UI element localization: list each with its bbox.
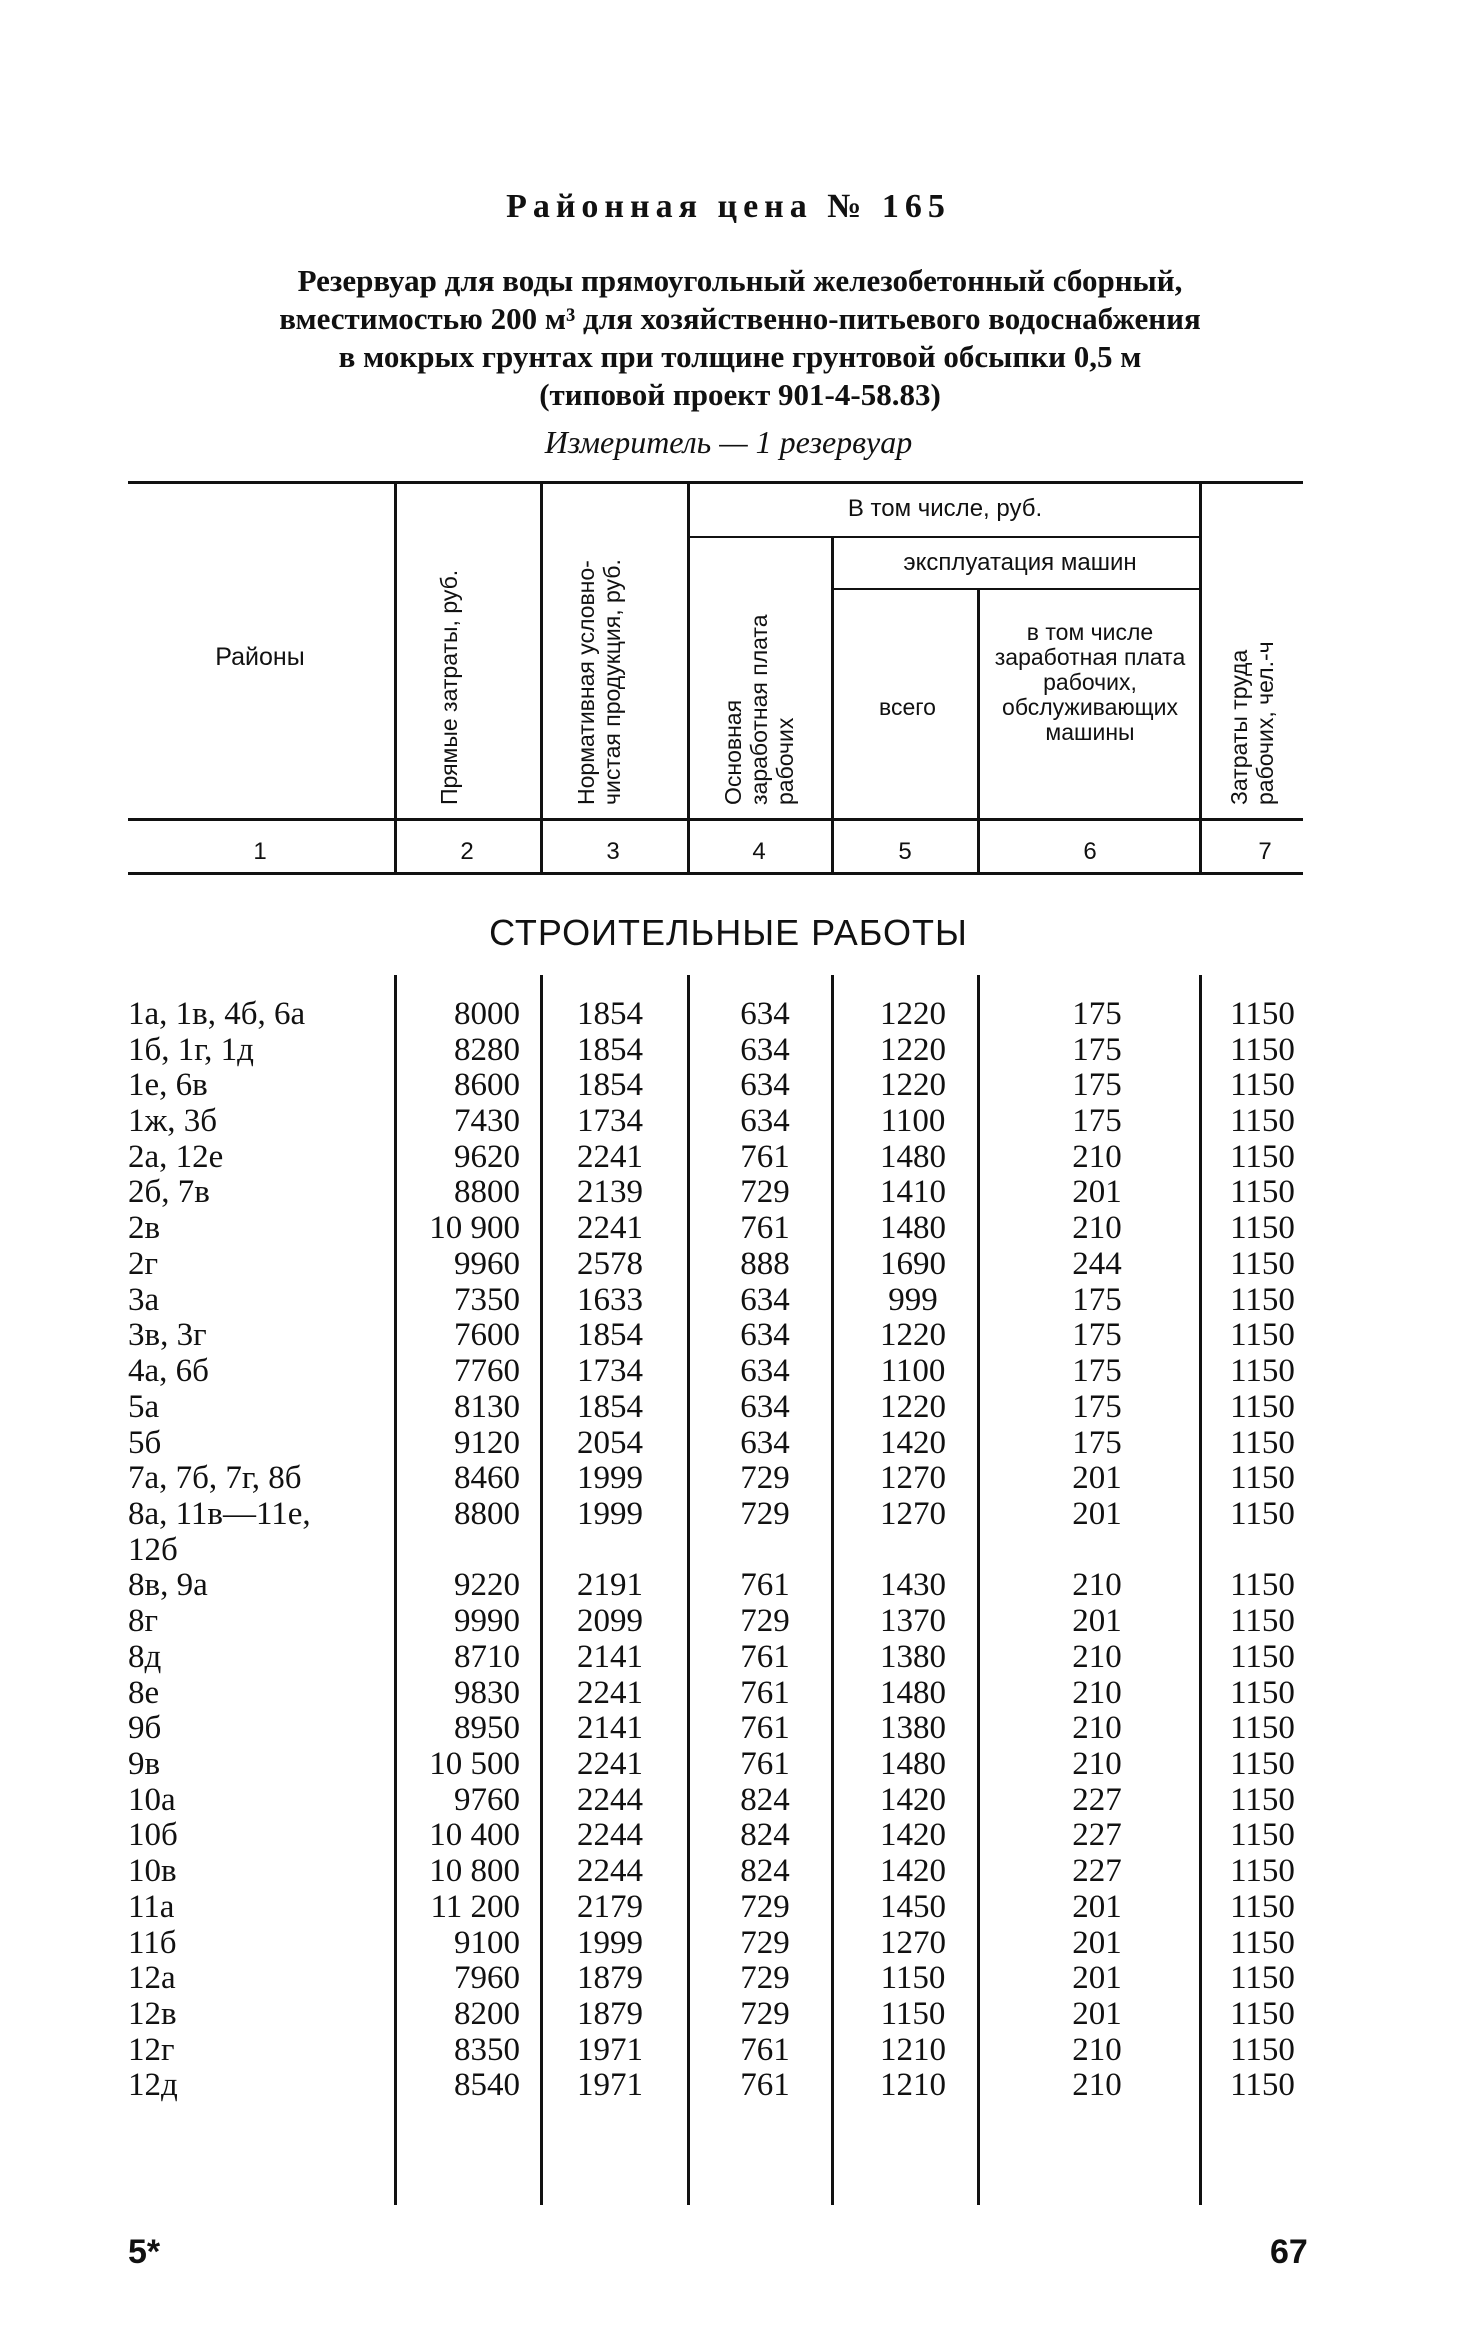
col-divider xyxy=(394,484,397,872)
labor-cell: 1150 xyxy=(1230,1032,1295,1068)
normative-product-cell: 2241 xyxy=(577,1746,643,1782)
signature-mark: 5* xyxy=(128,2233,161,2271)
table-row xyxy=(0,1782,1457,1818)
machines-total-cell: 1210 xyxy=(880,2067,946,2103)
table-row xyxy=(0,2067,1457,2103)
region-cell: 10б xyxy=(128,1817,178,1853)
normative-product-cell: 2099 xyxy=(577,1603,643,1639)
table-row xyxy=(0,1139,1457,1175)
machines-wages-cell: 201 xyxy=(1072,1889,1122,1925)
direct-costs-cell: 10 500 xyxy=(429,1746,520,1782)
direct-costs-cell: 8950 xyxy=(454,1710,520,1746)
machines-total-cell: 1270 xyxy=(880,1496,946,1532)
machines-total-cell: 1380 xyxy=(880,1710,946,1746)
base-wages-cell: 824 xyxy=(740,1817,790,1853)
base-wages-cell: 634 xyxy=(740,1317,790,1353)
labor-cell: 1150 xyxy=(1230,996,1295,1032)
machines-total-cell: 1430 xyxy=(880,1567,946,1603)
labor-cell: 1150 xyxy=(1230,1460,1295,1496)
machines-wages-cell: 175 xyxy=(1072,1032,1122,1068)
normative-product-cell: 2141 xyxy=(577,1639,643,1675)
region-cell: 12д xyxy=(128,2067,178,2103)
header-machines-total: всего xyxy=(879,694,936,720)
machines-wages-cell: 210 xyxy=(1072,1710,1122,1746)
header-bottom-rule xyxy=(128,818,1303,821)
base-wages-cell: 888 xyxy=(740,1246,790,1282)
region-cell: 10а xyxy=(128,1782,176,1818)
machines-wages-cell: 175 xyxy=(1072,1103,1122,1139)
machines-total-cell: 1480 xyxy=(880,1210,946,1246)
column-number: 1 xyxy=(253,838,267,865)
normative-product-cell: 1854 xyxy=(577,1032,643,1068)
machines-total-cell: 1220 xyxy=(880,996,946,1032)
machines-wages-cell: 175 xyxy=(1072,1067,1122,1103)
table-row xyxy=(0,1817,1457,1853)
subtitle-line: вместимостью 200 м³ для хозяйственно-питьевого водоснабжения xyxy=(279,301,1201,336)
table-row xyxy=(0,1639,1457,1675)
col-divider xyxy=(540,484,543,872)
table-top-rule xyxy=(128,481,1303,484)
machines-wages-cell: 201 xyxy=(1072,1174,1122,1210)
region-cell: 1е, 6в xyxy=(128,1067,208,1103)
normative-product-cell: 1734 xyxy=(577,1353,643,1389)
machines-total-cell: 1210 xyxy=(880,2032,946,2068)
normative-product-cell: 2191 xyxy=(577,1567,643,1603)
region-cell: 8в, 9а xyxy=(128,1567,208,1603)
col-divider xyxy=(977,590,980,872)
machines-total-cell: 1220 xyxy=(880,1032,946,1068)
labor-cell: 1150 xyxy=(1230,1960,1295,1996)
labor-cell: 1150 xyxy=(1230,1174,1295,1210)
machines-total-cell: 1480 xyxy=(880,1746,946,1782)
region-cell: 8а, 11в—11е, xyxy=(128,1496,311,1532)
table-row xyxy=(0,1067,1457,1103)
normative-product-cell: 2141 xyxy=(577,1710,643,1746)
direct-costs-cell: 9990 xyxy=(454,1603,520,1639)
table-row xyxy=(0,1675,1457,1711)
direct-costs-cell: 9220 xyxy=(454,1567,520,1603)
base-wages-cell: 634 xyxy=(740,1389,790,1425)
region-cell: 1б, 1г, 1д xyxy=(128,1032,254,1068)
subtitle-line: (типовой проект 901-4-58.83) xyxy=(539,377,941,412)
table-row xyxy=(0,1317,1457,1353)
table-row xyxy=(0,1960,1457,1996)
machines-wages-cell: 210 xyxy=(1072,1746,1122,1782)
labor-cell: 1150 xyxy=(1230,1603,1295,1639)
machines-total-cell: 1370 xyxy=(880,1603,946,1639)
base-wages-cell: 729 xyxy=(740,1460,790,1496)
direct-costs-cell: 11 200 xyxy=(430,1889,520,1925)
normative-product-cell: 1734 xyxy=(577,1103,643,1139)
region-cell: 9в xyxy=(128,1746,161,1782)
table-row xyxy=(0,1603,1457,1639)
base-wages-cell: 729 xyxy=(740,1889,790,1925)
normative-product-cell: 1879 xyxy=(577,1960,643,1996)
region-cell: 3а xyxy=(128,1282,160,1318)
direct-costs-cell: 8600 xyxy=(454,1067,520,1103)
region-cell: 1ж, 3б xyxy=(128,1103,218,1139)
section-title: СТРОИТЕЛЬНЫЕ РАБОТЫ xyxy=(489,912,968,953)
machines-wages-cell: 227 xyxy=(1072,1853,1122,1889)
machines-total-cell: 1220 xyxy=(880,1067,946,1103)
table-row xyxy=(0,1532,1457,1568)
group-machines-rule xyxy=(834,588,1200,590)
region-cell: 5а xyxy=(128,1389,160,1425)
region-cell: 5б xyxy=(128,1425,162,1461)
direct-costs-cell: 10 400 xyxy=(429,1817,520,1853)
direct-costs-cell: 8130 xyxy=(454,1389,520,1425)
table-row xyxy=(0,1032,1457,1068)
machines-total-cell: 1270 xyxy=(880,1925,946,1961)
header-labor: Затраты труда рабочих, чел.-ч xyxy=(1226,641,1278,805)
labor-cell: 1150 xyxy=(1230,2067,1295,2103)
table-row xyxy=(0,1496,1457,1532)
column-number: 6 xyxy=(1083,838,1097,865)
region-cell: 10в xyxy=(128,1853,177,1889)
numbers-bottom-rule xyxy=(128,872,1303,875)
direct-costs-cell: 8350 xyxy=(454,2032,520,2068)
table-row xyxy=(0,1174,1457,1210)
region-cell: 12б xyxy=(128,1532,178,1568)
region-cell: 2в xyxy=(128,1210,161,1246)
base-wages-cell: 761 xyxy=(740,2032,790,2068)
labor-cell: 1150 xyxy=(1230,2032,1295,2068)
normative-product-cell: 2054 xyxy=(577,1425,643,1461)
machines-wages-cell: 210 xyxy=(1072,1567,1122,1603)
labor-cell: 1150 xyxy=(1230,1889,1295,1925)
machines-total-cell: 1420 xyxy=(880,1425,946,1461)
normative-product-cell: 1633 xyxy=(577,1282,643,1318)
machines-total-cell: 1100 xyxy=(880,1103,946,1139)
table-row xyxy=(0,1853,1457,1889)
col-divider xyxy=(687,484,690,872)
machines-total-cell: 1450 xyxy=(880,1889,946,1925)
machines-total-cell: 1220 xyxy=(880,1389,946,1425)
normative-product-cell: 2241 xyxy=(577,1210,643,1246)
machines-wages-cell: 175 xyxy=(1072,1425,1122,1461)
machines-wages-cell: 201 xyxy=(1072,1996,1122,2032)
normative-product-cell: 1999 xyxy=(577,1925,643,1961)
machines-wages-cell: 175 xyxy=(1072,1389,1122,1425)
subtitle-line: в мокрых грунтах при толщине грунтовой обсыпки 0,5 м xyxy=(338,339,1142,374)
base-wages-cell: 729 xyxy=(740,1925,790,1961)
normative-product-cell: 2241 xyxy=(577,1675,643,1711)
table-row xyxy=(0,2032,1457,2068)
labor-cell: 1150 xyxy=(1230,1246,1295,1282)
column-number: 2 xyxy=(460,838,474,865)
column-number: 3 xyxy=(606,838,620,865)
machines-wages-cell: 210 xyxy=(1072,1639,1122,1675)
column-number: 5 xyxy=(898,838,912,865)
base-wages-cell: 761 xyxy=(740,1675,790,1711)
header-including-group: В том числе, руб. xyxy=(847,495,1043,522)
labor-cell: 1150 xyxy=(1230,1282,1295,1318)
header-regions: Районы xyxy=(215,643,305,671)
normative-product-cell: 1854 xyxy=(577,1317,643,1353)
machines-wages-cell: 244 xyxy=(1072,1246,1122,1282)
machines-wages-cell: 227 xyxy=(1072,1782,1122,1818)
column-number: 4 xyxy=(752,838,766,865)
base-wages-cell: 729 xyxy=(740,1960,790,1996)
base-wages-cell: 634 xyxy=(740,1425,790,1461)
machines-wages-cell: 210 xyxy=(1072,1210,1122,1246)
subtitle-line: Резервуар для воды прямоугольный железобетонный сборный, xyxy=(297,263,1183,298)
direct-costs-cell: 9620 xyxy=(454,1139,520,1175)
machines-total-cell: 1420 xyxy=(880,1782,946,1818)
machines-total-cell: 1270 xyxy=(880,1460,946,1496)
header-machines-wages: в том числе заработная плата рабочих, обслуживающих машины xyxy=(994,619,1186,745)
region-cell: 2б, 7в xyxy=(128,1174,210,1210)
machines-wages-cell: 201 xyxy=(1072,1925,1122,1961)
labor-cell: 1150 xyxy=(1230,1317,1295,1353)
normative-product-cell: 1854 xyxy=(577,996,643,1032)
direct-costs-cell: 7600 xyxy=(454,1317,520,1353)
machines-wages-cell: 210 xyxy=(1072,2032,1122,2068)
region-cell: 8д xyxy=(128,1639,162,1675)
region-cell: 4а, 6б xyxy=(128,1353,209,1389)
region-cell: 7а, 7б, 7г, 8б xyxy=(128,1460,302,1496)
region-cell: 12а xyxy=(128,1960,176,1996)
labor-cell: 1150 xyxy=(1230,1139,1295,1175)
header-normative-product: Нормативная условно-чистая продукция, руб. xyxy=(573,559,625,805)
page-title: Районная цена № 165 xyxy=(506,188,951,225)
machines-wages-cell: 201 xyxy=(1072,1603,1122,1639)
machines-wages-cell: 201 xyxy=(1072,1460,1122,1496)
labor-cell: 1150 xyxy=(1230,1103,1295,1139)
machines-wages-cell: 210 xyxy=(1072,1675,1122,1711)
labor-cell: 1150 xyxy=(1230,1817,1295,1853)
labor-cell: 1150 xyxy=(1230,1996,1295,2032)
normative-product-cell: 1854 xyxy=(577,1389,643,1425)
labor-cell: 1150 xyxy=(1230,1675,1295,1711)
table-row xyxy=(0,1710,1457,1746)
base-wages-cell: 634 xyxy=(740,996,790,1032)
direct-costs-cell: 8280 xyxy=(454,1032,520,1068)
table-row xyxy=(0,1925,1457,1961)
base-wages-cell: 761 xyxy=(740,2067,790,2103)
base-wages-cell: 824 xyxy=(740,1853,790,1889)
machines-total-cell: 1420 xyxy=(880,1853,946,1889)
base-wages-cell: 729 xyxy=(740,1496,790,1532)
region-cell: 8е xyxy=(128,1675,160,1711)
normative-product-cell: 1971 xyxy=(577,2032,643,2068)
machines-total-cell: 1480 xyxy=(880,1675,946,1711)
table-row xyxy=(0,1996,1457,2032)
base-wages-cell: 634 xyxy=(740,1067,790,1103)
table-row xyxy=(0,1746,1457,1782)
direct-costs-cell: 9760 xyxy=(454,1782,520,1818)
normative-product-cell: 1971 xyxy=(577,2067,643,2103)
base-wages-cell: 729 xyxy=(740,1174,790,1210)
table-row xyxy=(0,1460,1457,1496)
base-wages-cell: 761 xyxy=(740,1210,790,1246)
direct-costs-cell: 8000 xyxy=(454,996,520,1032)
direct-costs-cell: 8800 xyxy=(454,1174,520,1210)
direct-costs-cell: 9830 xyxy=(454,1675,520,1711)
direct-costs-cell: 8710 xyxy=(454,1639,520,1675)
machines-total-cell: 1380 xyxy=(880,1639,946,1675)
normative-product-cell: 2244 xyxy=(577,1853,643,1889)
region-cell: 11б xyxy=(128,1925,177,1961)
table-row xyxy=(0,1567,1457,1603)
base-wages-cell: 729 xyxy=(740,1996,790,2032)
direct-costs-cell: 9120 xyxy=(454,1425,520,1461)
col-divider xyxy=(1199,484,1202,872)
labor-cell: 1150 xyxy=(1230,1710,1295,1746)
base-wages-cell: 729 xyxy=(740,1603,790,1639)
machines-wages-cell: 175 xyxy=(1072,996,1122,1032)
direct-costs-cell: 8800 xyxy=(454,1496,520,1532)
table-row xyxy=(0,1425,1457,1461)
region-cell: 8г xyxy=(128,1603,159,1639)
machines-wages-cell: 175 xyxy=(1072,1353,1122,1389)
header-machines-group: эксплуатация машин xyxy=(903,549,1137,576)
direct-costs-cell: 7350 xyxy=(454,1282,520,1318)
base-wages-cell: 634 xyxy=(740,1032,790,1068)
base-wages-cell: 761 xyxy=(740,1746,790,1782)
region-cell: 2а, 12е xyxy=(128,1139,224,1175)
labor-cell: 1150 xyxy=(1230,1067,1295,1103)
machines-total-cell: 1480 xyxy=(880,1139,946,1175)
direct-costs-cell: 7960 xyxy=(454,1960,520,1996)
base-wages-cell: 634 xyxy=(740,1103,790,1139)
header-direct-costs: Прямые затраты, руб. xyxy=(436,569,462,805)
labor-cell: 1150 xyxy=(1230,1210,1295,1246)
base-wages-cell: 761 xyxy=(740,1139,790,1175)
direct-costs-cell: 10 900 xyxy=(429,1210,520,1246)
table-row xyxy=(0,1246,1457,1282)
region-cell: 11а xyxy=(128,1889,175,1925)
base-wages-cell: 761 xyxy=(740,1567,790,1603)
direct-costs-cell: 8540 xyxy=(454,2067,520,2103)
labor-cell: 1150 xyxy=(1230,1389,1295,1425)
base-wages-cell: 824 xyxy=(740,1782,790,1818)
document-subtitle xyxy=(170,262,1310,414)
machines-wages-cell: 175 xyxy=(1072,1282,1122,1318)
labor-cell: 1150 xyxy=(1230,1567,1295,1603)
base-wages-cell: 761 xyxy=(740,1710,790,1746)
normative-product-cell: 2578 xyxy=(577,1246,643,1282)
table-row xyxy=(0,1889,1457,1925)
labor-cell: 1150 xyxy=(1230,1639,1295,1675)
direct-costs-cell: 7430 xyxy=(454,1103,520,1139)
normative-product-cell: 1999 xyxy=(577,1460,643,1496)
normative-product-cell: 2244 xyxy=(577,1817,643,1853)
normative-product-cell: 1879 xyxy=(577,1996,643,2032)
region-cell: 12г xyxy=(128,2032,175,2068)
region-cell: 2г xyxy=(128,1246,159,1282)
machines-total-cell: 1690 xyxy=(880,1246,946,1282)
machines-wages-cell: 210 xyxy=(1072,2067,1122,2103)
machines-total-cell: 1220 xyxy=(880,1317,946,1353)
normative-product-cell: 1854 xyxy=(577,1067,643,1103)
direct-costs-cell: 8460 xyxy=(454,1460,520,1496)
labor-cell: 1150 xyxy=(1230,1925,1295,1961)
machines-wages-cell: 201 xyxy=(1072,1496,1122,1532)
region-cell: 9б xyxy=(128,1710,162,1746)
table-row xyxy=(0,1210,1457,1246)
region-cell: 12в xyxy=(128,1996,177,2032)
machines-wages-cell: 175 xyxy=(1072,1317,1122,1353)
normative-product-cell: 2241 xyxy=(577,1139,643,1175)
column-number: 7 xyxy=(1258,838,1272,865)
labor-cell: 1150 xyxy=(1230,1746,1295,1782)
normative-product-cell: 2244 xyxy=(577,1782,643,1818)
base-wages-cell: 634 xyxy=(740,1353,790,1389)
region-cell: 3в, 3г xyxy=(128,1317,207,1353)
direct-costs-cell: 9100 xyxy=(454,1925,520,1961)
meter-caption: Измеритель — 1 резервуар xyxy=(544,424,913,460)
table-row xyxy=(0,1282,1457,1318)
machines-wages-cell: 201 xyxy=(1072,1960,1122,1996)
table-row xyxy=(0,1103,1457,1139)
direct-costs-cell: 7760 xyxy=(454,1353,520,1389)
labor-cell: 1150 xyxy=(1230,1782,1295,1818)
table-row xyxy=(0,996,1457,1032)
direct-costs-cell: 8200 xyxy=(454,1996,520,2032)
labor-cell: 1150 xyxy=(1230,1353,1295,1389)
labor-cell: 1150 xyxy=(1230,1853,1295,1889)
direct-costs-cell: 9960 xyxy=(454,1246,520,1282)
base-wages-cell: 634 xyxy=(740,1282,790,1318)
machines-wages-cell: 227 xyxy=(1072,1817,1122,1853)
region-cell: 1а, 1в, 4б, 6а xyxy=(128,996,306,1032)
table-row xyxy=(0,1353,1457,1389)
base-wages-cell: 761 xyxy=(740,1639,790,1675)
labor-cell: 1150 xyxy=(1230,1425,1295,1461)
normative-product-cell: 2179 xyxy=(577,1889,643,1925)
header-base-wages: Основная заработная плата рабочих xyxy=(720,614,798,805)
table-row xyxy=(0,1389,1457,1425)
machines-total-cell: 1150 xyxy=(880,1996,946,2032)
normative-product-cell: 1999 xyxy=(577,1496,643,1532)
group-incl-rule xyxy=(690,536,1200,538)
direct-costs-cell: 10 800 xyxy=(429,1853,520,1889)
machines-total-cell: 1100 xyxy=(880,1353,946,1389)
machines-total-cell: 1410 xyxy=(880,1174,946,1210)
normative-product-cell: 2139 xyxy=(577,1174,643,1210)
machines-total-cell: 1420 xyxy=(880,1817,946,1853)
machines-wages-cell: 210 xyxy=(1072,1139,1122,1175)
labor-cell: 1150 xyxy=(1230,1496,1295,1532)
machines-total-cell: 1150 xyxy=(880,1960,946,1996)
page-number: 67 xyxy=(1270,2233,1308,2271)
col-divider xyxy=(831,538,834,872)
machines-total-cell: 999 xyxy=(888,1282,938,1318)
